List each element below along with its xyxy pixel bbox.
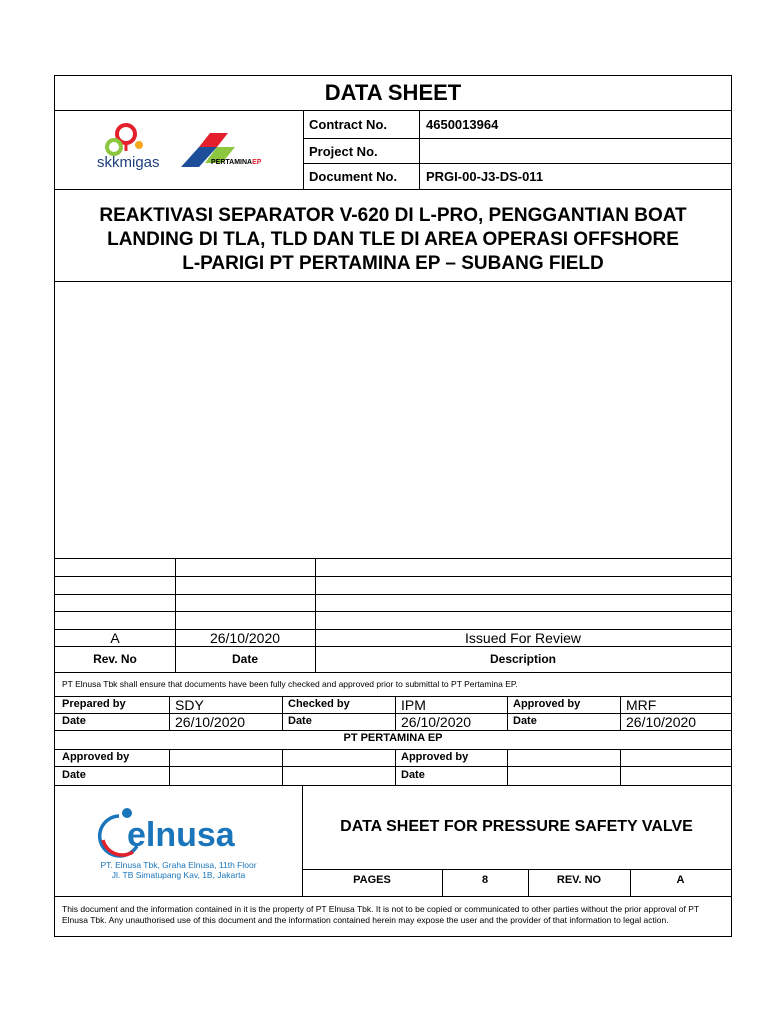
divider — [55, 766, 731, 767]
divider — [303, 138, 731, 139]
skkmigas-logo-text: skkmigas — [97, 154, 160, 171]
divider — [395, 696, 396, 730]
divider — [395, 749, 396, 785]
divider — [55, 672, 731, 673]
prepared-value: SDY — [175, 697, 204, 713]
divider — [620, 749, 621, 785]
logo-area — [95, 121, 305, 181]
divider — [303, 163, 731, 164]
divider — [302, 869, 731, 870]
divider — [169, 696, 170, 730]
doc-title: DATA SHEET FOR PRESSURE SAFETY VALVE — [340, 818, 693, 835]
project-title — [55, 204, 731, 276]
divider — [282, 749, 283, 785]
divider — [55, 646, 731, 647]
rev-description: Issued For Review — [465, 630, 581, 646]
project-title-line: L-PARIGI PT PERTAMINA EP – SUBANG FIELD — [182, 253, 604, 274]
divider — [55, 611, 731, 612]
document-label: Document No. — [309, 169, 398, 184]
divider — [55, 281, 731, 282]
pertamina-text: PERTAMINA — [211, 159, 253, 166]
prepared-date: 26/10/2020 — [175, 714, 246, 730]
divider — [55, 110, 731, 111]
description-header: Description — [489, 652, 556, 666]
rev-no-header: Rev. No — [93, 652, 137, 666]
elnusa-address — [55, 860, 302, 880]
divider — [169, 749, 170, 785]
pertamina-logo-text — [211, 159, 261, 166]
checked-date: 26/10/2020 — [401, 714, 472, 730]
skkmigas-logo-icon — [95, 121, 305, 181]
project-title-line: LANDING DI TLA, TLD DAN TLE DI AREA OPERASI OFFSHORE — [107, 229, 679, 250]
checked-value: IPM — [401, 697, 426, 713]
divider — [55, 749, 731, 750]
address-line: PT. Elnusa Tbk, Graha Elnusa, 11th Floor — [100, 860, 257, 870]
date-label: Date — [62, 715, 86, 727]
checked-label: Checked by — [288, 698, 350, 710]
pertamina-ep-text: EP — [252, 159, 262, 166]
pages-label: PAGES — [353, 874, 391, 886]
approval-note: PT Elnusa Tbk shall ensure that documents have been fully checked and approved prior to submittal to PT Pertamina EP. — [62, 679, 518, 689]
divider — [55, 896, 731, 897]
date-label: Date — [288, 715, 312, 727]
rev-date: 26/10/2020 — [209, 630, 281, 646]
divider — [507, 749, 508, 785]
divider — [55, 189, 731, 190]
divider — [419, 110, 420, 189]
document-value: PRGI-00-J3-DS-011 — [426, 169, 544, 184]
divider — [507, 696, 508, 730]
pertamina-date-label: Date — [401, 769, 425, 781]
rev-value: A — [110, 630, 120, 646]
pertamina-date-label: Date — [62, 769, 86, 781]
divider — [55, 558, 731, 559]
divider — [303, 110, 304, 189]
elnusa-logo-text: elnusa — [127, 816, 235, 854]
divider — [55, 730, 731, 731]
pages-value: 8 — [481, 874, 489, 886]
rev-label: REV. NO — [556, 874, 602, 886]
contract-value: 4650013964 — [426, 117, 499, 132]
divider — [55, 576, 731, 577]
approved-value: MRF — [626, 697, 657, 713]
divider — [282, 696, 283, 730]
pertamina-approved-label: Approved by — [62, 751, 130, 763]
sheet-title: DATA SHEET — [324, 80, 462, 105]
divider — [55, 785, 731, 786]
project-label: Project No. — [309, 144, 378, 159]
pertamina-heading: PT PERTAMINA EP — [343, 732, 443, 744]
approved-date: 26/10/2020 — [626, 714, 697, 730]
prepared-label: Prepared by — [62, 698, 126, 710]
pertamina-approved-label: Approved by — [401, 751, 469, 763]
disclaimer: This document and the information contained in it is the property of PT Elnusa Tbk. It is not to be copied or communicated to other parties without the prior approval of PT Elnusa Tbk. Any unauthorised use of this document and the information contained herein may expose the user and the provider of that information to legal action. — [62, 904, 699, 925]
date-label: Date — [513, 715, 537, 727]
rev-number: A — [676, 874, 685, 886]
approved-label: Approved by — [513, 698, 581, 710]
address-line: Jl. TB Simatupang Kav, 1B, Jakarta — [111, 870, 246, 880]
date-header: Date — [231, 652, 258, 666]
divider — [620, 696, 621, 730]
elnusa-logo — [89, 802, 269, 862]
contract-label: Contract No. — [309, 117, 387, 132]
divider — [55, 594, 731, 595]
document-frame — [54, 75, 732, 937]
project-title-line: REAKTIVASI SEPARATOR V-620 DI L-PRO, PENGGANTIAN BOAT — [99, 205, 687, 226]
